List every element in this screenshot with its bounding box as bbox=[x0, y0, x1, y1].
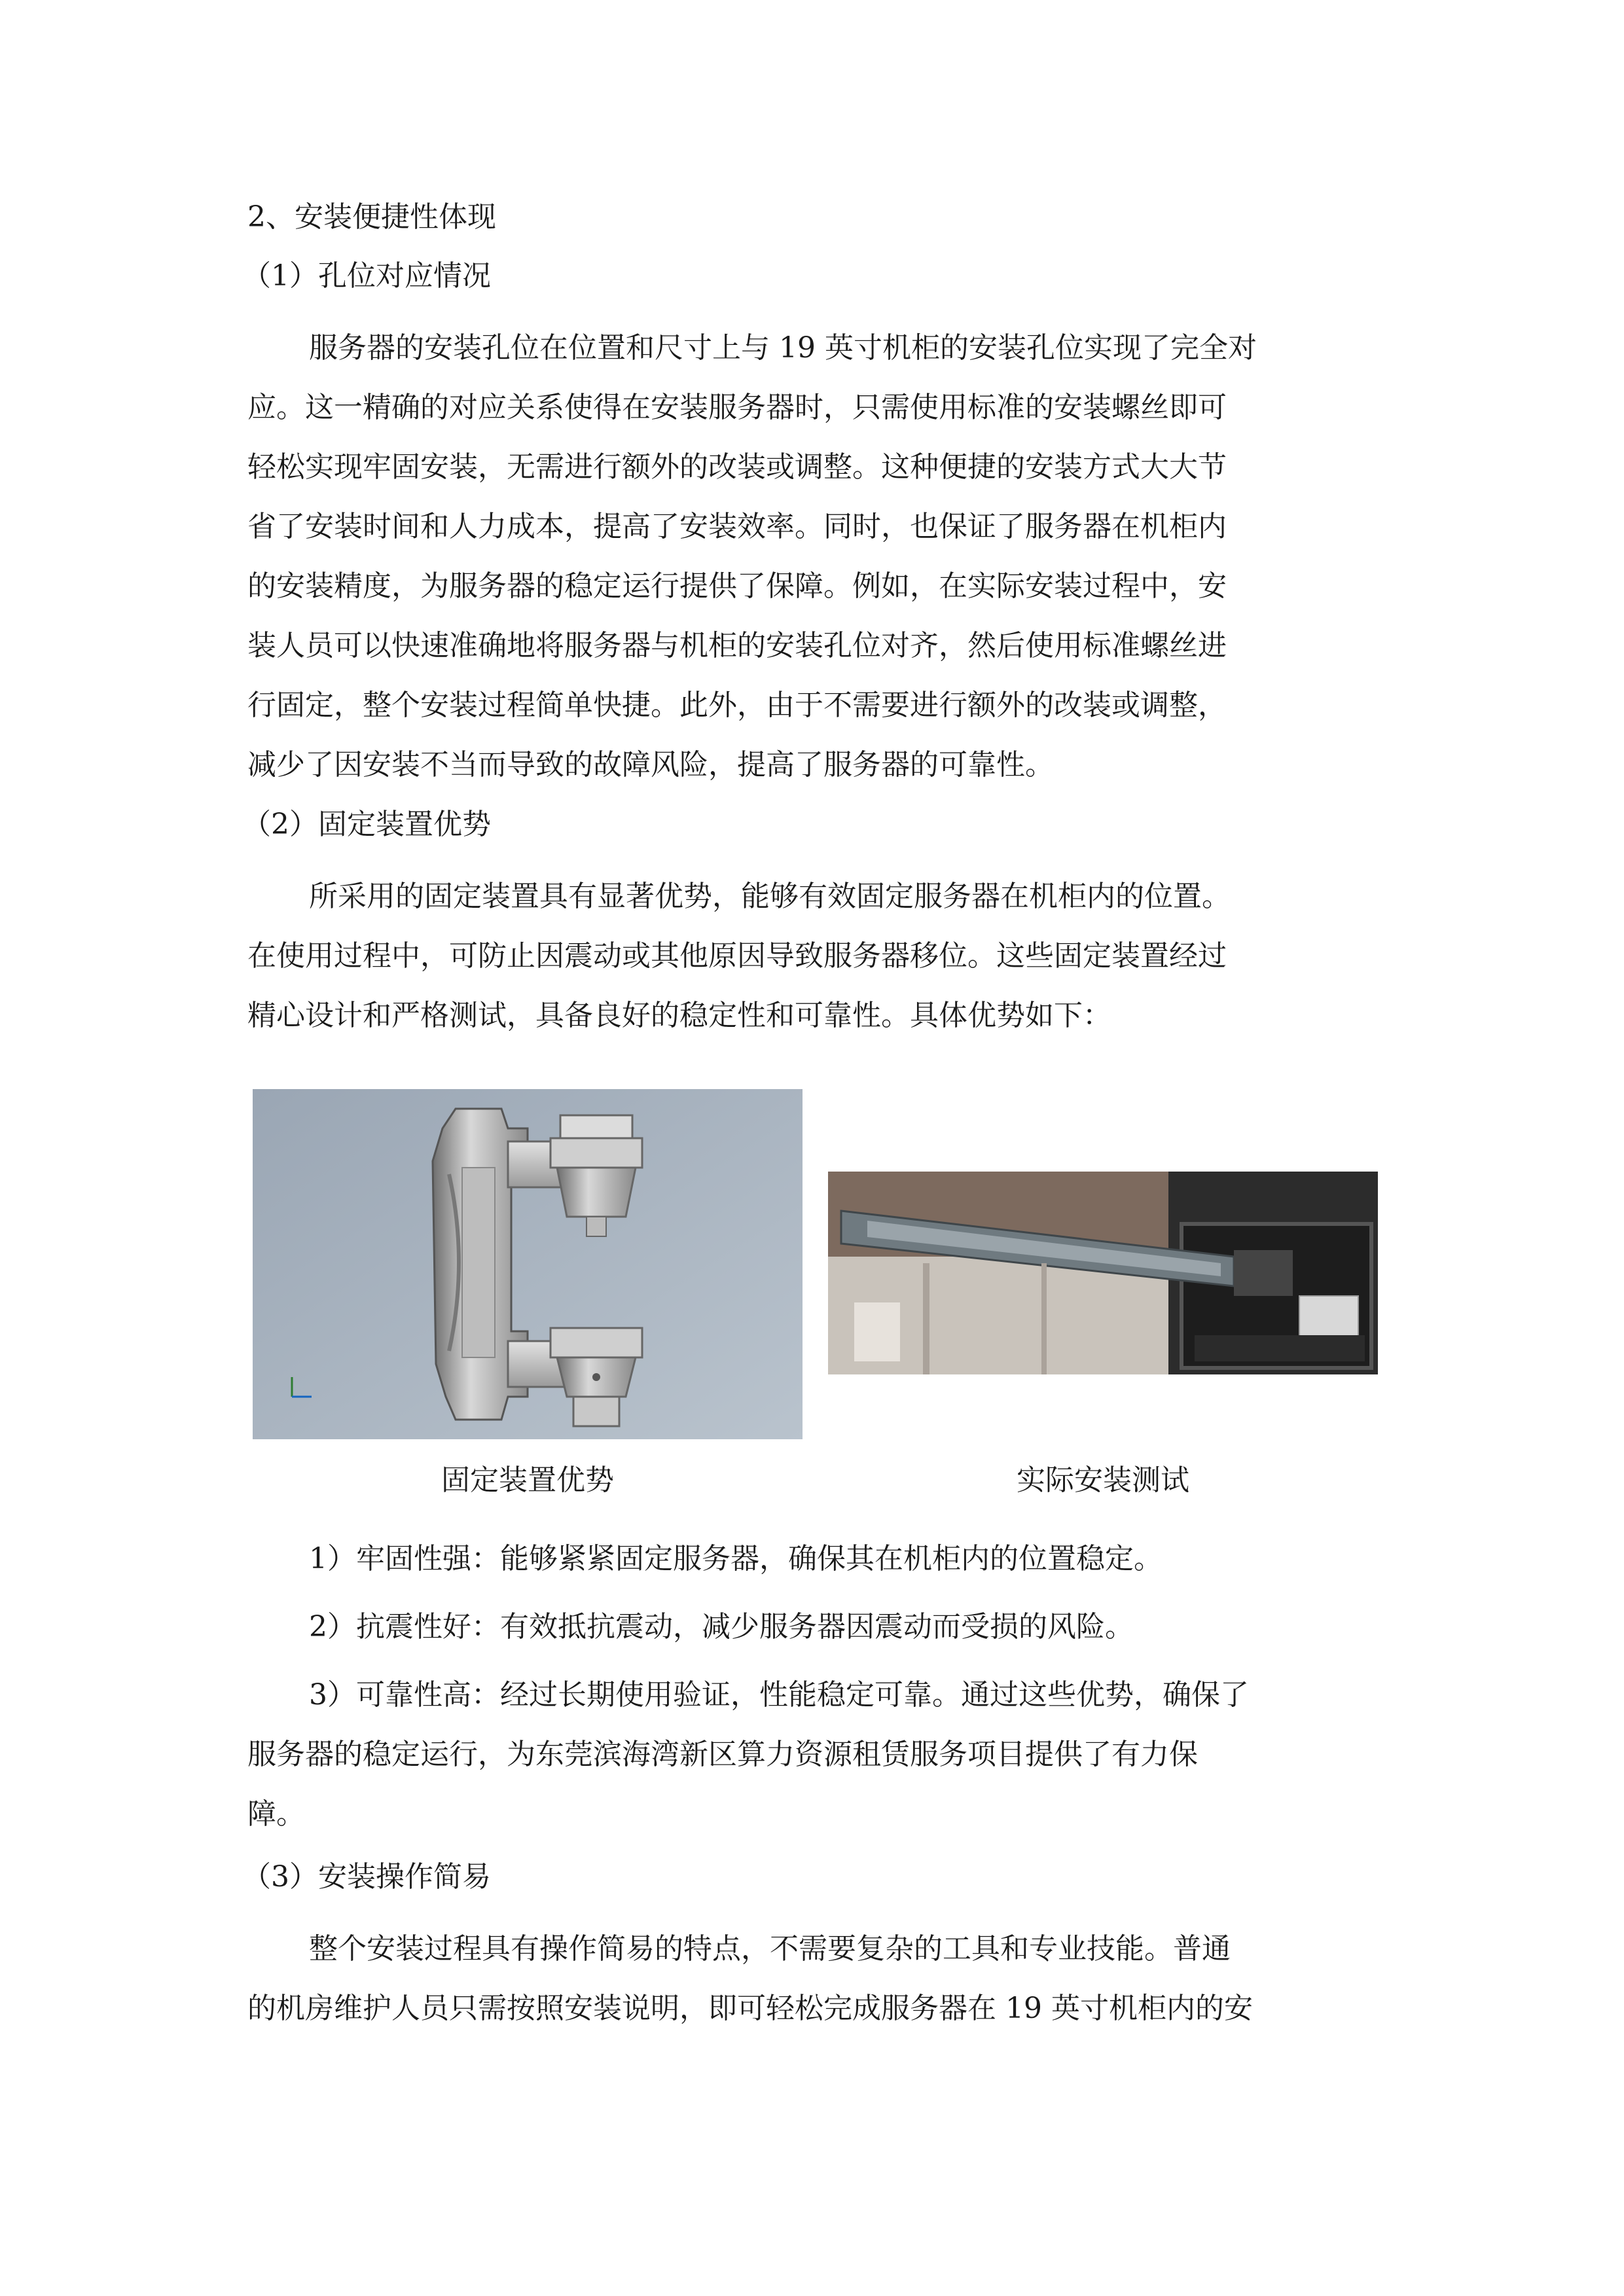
subsection-title-2: （2）固定装置优势 bbox=[242, 808, 491, 841]
installation-photo bbox=[828, 1172, 1378, 1374]
fixing-device-render bbox=[253, 1089, 803, 1439]
subsection-title-1: （1）孔位对应情况 bbox=[242, 259, 491, 293]
advantage-point: 2）抗震性好：有效抵抗震动，减少服务器因震动而受损的风险。 bbox=[309, 1610, 1134, 1643]
paragraph-line: 减少了因安装不当而导致的故障风险，提高了服务器的可靠性。 bbox=[247, 748, 1054, 781]
figure-fixing-device bbox=[253, 1089, 803, 1439]
figure-caption-2: 实际安装测试 bbox=[1017, 1463, 1189, 1497]
advantage-point: 3）可靠性高：经过长期使用验证，性能稳定可靠。通过这些优势，确保了 bbox=[309, 1678, 1249, 1712]
paragraph-line: 应。这一精确的对应关系使得在安装服务器时，只需使用标准的安装螺丝即可 bbox=[247, 391, 1227, 424]
paragraph-line: 的机房维护人员只需按照安装说明，即可轻松完成服务器在 19 英寸机柜内的安 bbox=[247, 1992, 1253, 2025]
paragraph-line: 行固定，整个安装过程简单快捷。此外，由于不需要进行额外的改装或调整， bbox=[247, 689, 1227, 722]
advantage-point: 1）牢固性强：能够紧紧固定服务器，确保其在机柜内的位置稳定。 bbox=[309, 1542, 1163, 1575]
paragraph-line: 省了安装时间和人力成本，提高了安装效率。同时，也保证了服务器在机柜内 bbox=[247, 510, 1227, 543]
subsection-title-3: （3）安装操作简易 bbox=[242, 1860, 491, 1893]
paragraph-line: 整个安装过程具有操作简易的特点，不需要复杂的工具和专业技能。普通 bbox=[309, 1932, 1231, 1965]
paragraph-line: 服务器的安装孔位在位置和尺寸上与 19 英寸机柜的安装孔位实现了完全对 bbox=[309, 331, 1257, 365]
paragraph-line: 的安装精度，为服务器的稳定运行提供了保障。例如，在实际安装过程中，安 bbox=[247, 569, 1227, 603]
figure-installation-test bbox=[828, 1172, 1378, 1374]
paragraph-line: 在使用过程中，可防止因震动或其他原因导致服务器移位。这些固定装置经过 bbox=[247, 939, 1227, 973]
paragraph-line: 所采用的固定装置具有显著优势，能够有效固定服务器在机柜内的位置。 bbox=[309, 880, 1231, 913]
advantage-point-continued: 服务器的稳定运行，为东莞滨海湾新区算力资源租赁服务项目提供了有力保 bbox=[247, 1738, 1198, 1771]
paragraph-line: 轻松实现牢固安装，无需进行额外的改装或调整。这种便捷的安装方式大大节 bbox=[247, 450, 1227, 484]
section-heading: 2、安装便捷性体现 bbox=[247, 200, 496, 234]
advantage-point-continued: 障。 bbox=[247, 1797, 305, 1831]
paragraph-line: 精心设计和严格测试，具备良好的稳定性和可靠性。具体优势如下： bbox=[247, 999, 1111, 1032]
paragraph-line: 装人员可以快速准确地将服务器与机柜的安装孔位对齐，然后使用标准螺丝进 bbox=[247, 629, 1227, 662]
figure-caption-1: 固定装置优势 bbox=[441, 1463, 614, 1497]
